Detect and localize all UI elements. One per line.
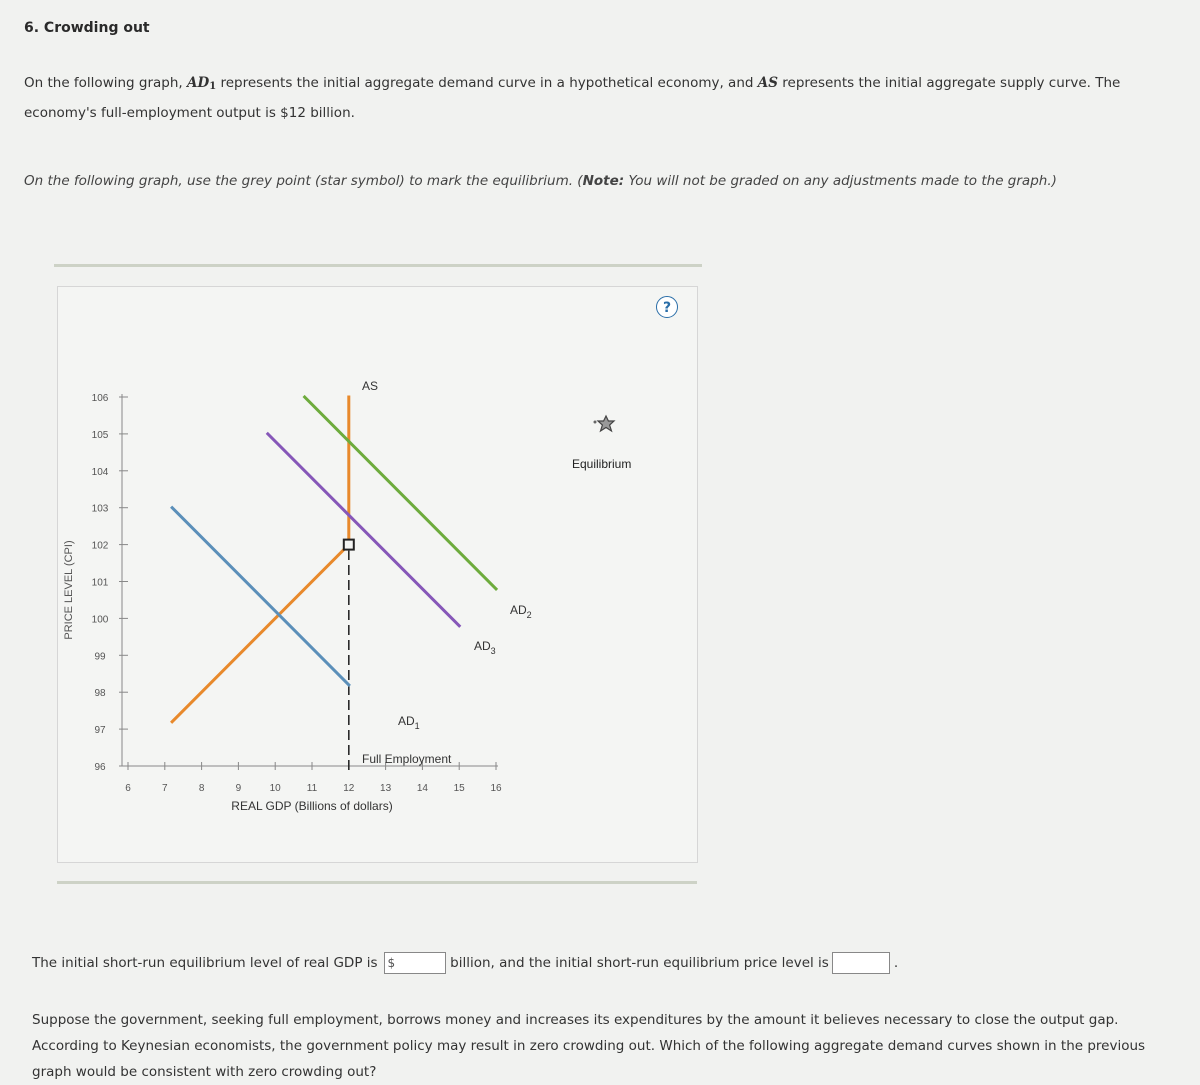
price-prompt: billion, and the initial short-run equilibrium price level is — [450, 955, 829, 971]
gdp-answer-field[interactable] — [384, 952, 447, 974]
y-tick-label: 99 — [94, 651, 106, 663]
price-answer-field[interactable] — [832, 952, 890, 974]
bottom-divider — [57, 881, 697, 884]
curve-as[interactable] — [172, 545, 349, 722]
y-tick-label: 97 — [94, 725, 106, 737]
ad3-label: $AD_3$ — [474, 639, 496, 656]
y-tick-label: 98 — [94, 688, 106, 700]
equilibrium-star-tool[interactable] — [572, 416, 631, 471]
x-tick-label: 10 — [269, 783, 281, 794]
question-title: 6. Crowding out — [24, 20, 150, 36]
currency-symbol: $ — [387, 956, 396, 970]
as-label: AS — [362, 379, 379, 393]
tool-dot — [594, 421, 597, 424]
x-tick-label: 16 — [490, 783, 502, 794]
x-tick-label: 8 — [198, 783, 205, 794]
y-tick-label: 106 — [91, 393, 109, 404]
y-tick-label: 105 — [91, 429, 109, 441]
x-tick-label: 15 — [453, 783, 465, 794]
x-tick-label: 13 — [380, 783, 392, 794]
ad1-symbol: $AD_1$ — [187, 75, 217, 92]
x-axis-label: REAL GDP (Billions of dollars) — [231, 799, 393, 813]
question-intro: On the following graph, $AD_1$ represents the initial aggregate demand curve in a hypothetical economy, and AS represents the initial aggregate supply curve. The economy's full-employment output is $12 billion. — [24, 75, 1121, 121]
y-axis-label: PRICE LEVEL (CPI) — [63, 540, 75, 640]
curve-layer — [172, 397, 496, 722]
sentence-end: . — [893, 955, 899, 971]
y-tick-label: 96 — [94, 762, 106, 773]
x-tick-label: 9 — [235, 783, 242, 794]
help-button[interactable]: ? — [656, 296, 678, 318]
gdp-prompt: The initial short-run equilibrium level of real GDP is — [32, 955, 378, 971]
x-tick-label: 7 — [162, 783, 168, 794]
y-tick-label: 100 — [91, 614, 109, 626]
x-tick-label: 14 — [416, 783, 428, 794]
y-tick-label: 104 — [91, 466, 109, 478]
y-tick-label: 103 — [91, 503, 109, 515]
curve-ad1[interactable] — [172, 508, 349, 685]
as-symbol: AS — [757, 75, 778, 91]
ad2-label: $AD_2$ — [510, 603, 532, 620]
equilibrium-tool-label: Equilibrium — [572, 457, 632, 471]
x-tick-label: 6 — [125, 783, 131, 794]
star-icon[interactable] — [598, 416, 614, 431]
x-tick-label: 11 — [306, 783, 318, 794]
gdp-input[interactable] — [397, 954, 445, 972]
as-kink-handle[interactable] — [344, 540, 354, 550]
graph-instruction: On the following graph, use the grey point (star symbol) to mark the equilibrium. (Note: You will not be graded on any adjustments made to the graph.) — [24, 173, 1057, 189]
full-employment-label: Full Employment — [362, 752, 452, 766]
answer-line — [32, 952, 898, 974]
ad1-label: $AD_1$ — [398, 714, 420, 731]
y-tick-label: 101 — [91, 577, 109, 589]
price-input[interactable] — [833, 954, 889, 972]
axis-layer — [92, 393, 502, 794]
followup-question: Suppose the government, seeking full employment, borrows money and increases its expenditures by the amount it believes necessary to close the output gap. According to Keynesian economists, the government policy may result in zero crowding out. Which of the following aggregate demand curves shown in the previous graph would be consistent with zero crowding out? — [32, 1012, 1146, 1080]
y-tick-label: 102 — [91, 540, 109, 552]
x-tick-label: 12 — [343, 783, 355, 794]
